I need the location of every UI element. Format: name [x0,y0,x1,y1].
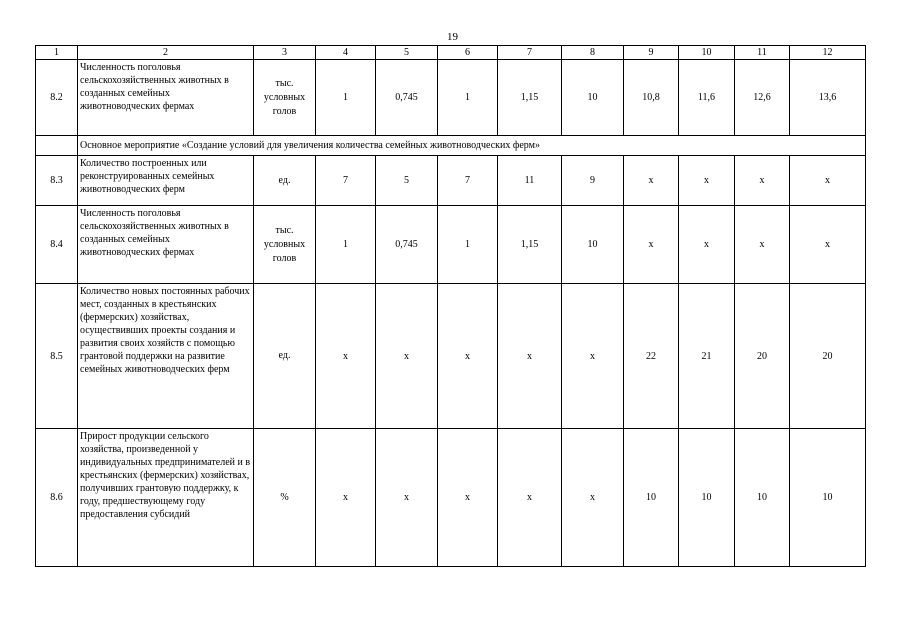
header-cell: 1 [36,46,78,60]
header-cell: 3 [254,46,316,60]
table-row [36,60,866,136]
table-row [36,429,866,567]
value-cell: х [679,156,735,206]
empty-cell [36,136,78,156]
value-cell: 9 [562,156,624,206]
header-cell: 4 [316,46,376,60]
value-cell: 0,745 [376,206,438,284]
value-cell: х [376,284,438,429]
row-number: 8.4 [36,206,78,284]
value-cell: 20 [735,284,790,429]
value-cell: х [735,156,790,206]
header-cell: 6 [438,46,498,60]
value-cell: х [790,156,866,206]
value-cell: 1 [438,206,498,284]
value-cell: х [438,429,498,567]
value-cell: 1 [316,60,376,136]
value-cell: х [376,429,438,567]
value-cell: 10 [562,60,624,136]
header-cell: 11 [735,46,790,60]
header-cell: 9 [624,46,679,60]
row-number: 8.6 [36,429,78,567]
header-cell: 7 [498,46,562,60]
value-cell: х [498,429,562,567]
value-cell: 12,6 [735,60,790,136]
value-cell: х [790,206,866,284]
value-cell: 11,6 [679,60,735,136]
unit-cell: тыс. условных голов [254,206,316,284]
value-cell: 10 [790,429,866,567]
indicator-name: Количество новых постоянных рабочих мест, созданных в крестьянских (фермерских) хозяйствах, осуществивших проекты создания и развития своих хозяйств с помощью грантовой поддержки на развитие семейных животноводческих ферм [78,284,254,429]
value-cell: х [562,284,624,429]
value-cell: 21 [679,284,735,429]
header-cell: 2 [78,46,254,60]
value-cell: х [498,284,562,429]
unit-cell: тыс. условных голов [254,60,316,136]
value-cell: 1 [316,206,376,284]
value-cell: 10 [624,429,679,567]
table-row [36,284,866,429]
subheading-row [36,136,866,156]
indicators-table [35,45,866,567]
subheading: Основное мероприятие «Создание условий для увеличения количества семейных животноводческих ферм» [78,136,866,156]
value-cell: 10,8 [624,60,679,136]
value-cell: 7 [316,156,376,206]
value-cell: 1,15 [498,206,562,284]
header-cell: 8 [562,46,624,60]
value-cell: 11 [498,156,562,206]
value-cell: 13,6 [790,60,866,136]
indicator-name: Количество построенных или реконструированных семейных животноводческих ферм [78,156,254,206]
row-number: 8.2 [36,60,78,136]
value-cell: 20 [790,284,866,429]
header-cell: 10 [679,46,735,60]
unit-cell: ед. [254,284,316,429]
header-cell: 12 [790,46,866,60]
value-cell: х [562,429,624,567]
value-cell: 22 [624,284,679,429]
indicator-name: Прирост продукции сельского хозяйства, произведенной у индивидуальных предпринимателей и в крестьянских (фермерских) хозяйствах, получивших грантовую поддержку, к году, предшествующему году предоставления субсидий [78,429,254,567]
value-cell: х [735,206,790,284]
unit-cell: % [254,429,316,567]
table-row [36,156,866,206]
value-cell: 1,15 [498,60,562,136]
unit-cell: ед. [254,156,316,206]
row-number: 8.3 [36,156,78,206]
value-cell: 10 [735,429,790,567]
value-cell: 10 [679,429,735,567]
value-cell: х [316,284,376,429]
indicator-name: Численность поголовья сельскохозяйственных животных в созданных семейных животноводческих фермах [78,206,254,284]
page-number: 19 [447,31,458,43]
indicator-name: Численность поголовья сельскохозяйственных животных в созданных семейных животноводческих фермах [78,60,254,136]
value-cell: 7 [438,156,498,206]
value-cell: х [316,429,376,567]
value-cell: 0,745 [376,60,438,136]
table-row [36,206,866,284]
row-number: 8.5 [36,284,78,429]
value-cell: 1 [438,60,498,136]
value-cell: х [438,284,498,429]
header-row [36,46,866,60]
value-cell: 5 [376,156,438,206]
value-cell: 10 [562,206,624,284]
header-cell: 5 [376,46,438,60]
value-cell: х [679,206,735,284]
value-cell: х [624,206,679,284]
value-cell: х [624,156,679,206]
